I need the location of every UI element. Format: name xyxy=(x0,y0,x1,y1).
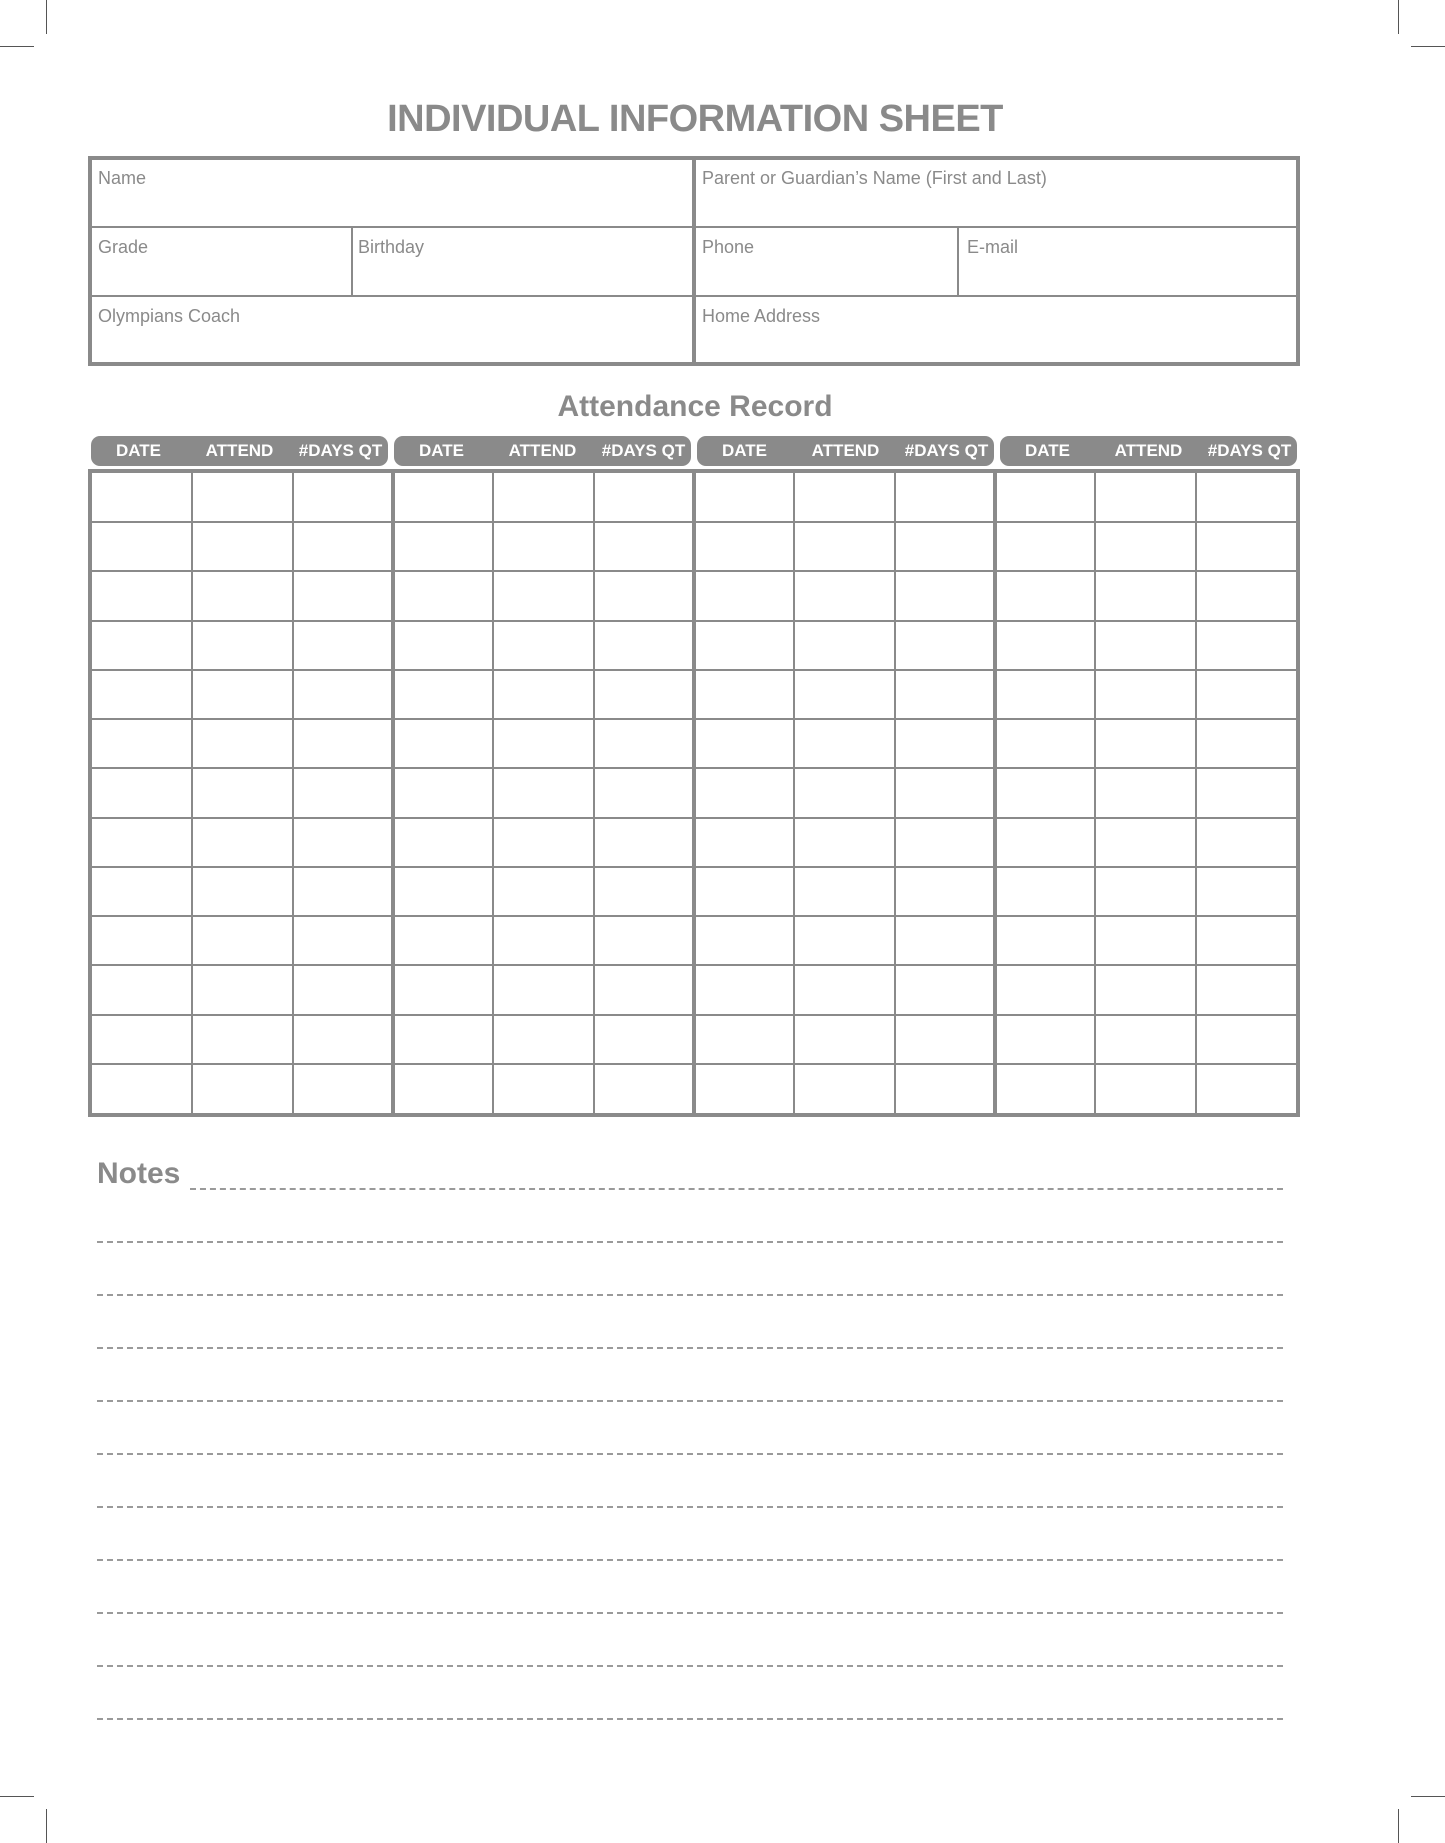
attendance-cell[interactable] xyxy=(794,571,894,620)
attendance-cell[interactable] xyxy=(293,621,393,670)
attendance-cell[interactable] xyxy=(293,571,393,620)
attendance-cell[interactable] xyxy=(92,916,192,965)
attendance-cell[interactable] xyxy=(694,1064,794,1113)
attendance-cell[interactable] xyxy=(493,818,593,867)
attendance-cell[interactable] xyxy=(995,768,1095,817)
attendance-cell[interactable] xyxy=(92,1064,192,1113)
attendance-cell[interactable] xyxy=(794,1064,894,1113)
attendance-cell[interactable] xyxy=(92,571,192,620)
column-header: DATE xyxy=(115,441,161,460)
attendance-cell[interactable] xyxy=(393,522,493,571)
attendance-cell[interactable] xyxy=(293,965,393,1014)
column-header: DATE xyxy=(418,441,464,460)
attendance-cell[interactable] xyxy=(694,965,794,1014)
attendance-cell[interactable] xyxy=(995,818,1095,867)
attendance-cell[interactable] xyxy=(694,768,794,817)
attendance-cell[interactable] xyxy=(1095,522,1195,571)
attendance-cell[interactable] xyxy=(192,867,292,916)
notes-line[interactable] xyxy=(97,1665,1283,1667)
attendance-cell[interactable] xyxy=(594,867,694,916)
attendance-cell[interactable] xyxy=(92,473,192,522)
attendance-cell[interactable] xyxy=(895,867,995,916)
attendance-cell[interactable] xyxy=(995,1015,1095,1064)
attendance-cell[interactable] xyxy=(1095,965,1195,1014)
attendance-cell[interactable] xyxy=(493,571,593,620)
column-header: #DAYS QT xyxy=(904,441,989,460)
attendance-cell[interactable] xyxy=(493,621,593,670)
attendance-cell[interactable] xyxy=(393,916,493,965)
attendance-cell[interactable] xyxy=(895,670,995,719)
attendance-cell[interactable] xyxy=(92,522,192,571)
attendance-cell[interactable] xyxy=(895,965,995,1014)
divider xyxy=(351,227,353,297)
attendance-cell[interactable] xyxy=(995,571,1095,620)
attendance-cell[interactable] xyxy=(92,719,192,768)
attendance-cell[interactable] xyxy=(1196,522,1296,571)
attendance-cell[interactable] xyxy=(493,916,593,965)
column-header: DATE xyxy=(1024,441,1070,460)
attendance-cell[interactable] xyxy=(1196,571,1296,620)
attendance-cell[interactable] xyxy=(293,1064,393,1113)
attendance-cell[interactable] xyxy=(493,867,593,916)
notes-line[interactable] xyxy=(97,1718,1283,1720)
attendance-cell[interactable] xyxy=(192,719,292,768)
attendance-cell[interactable] xyxy=(293,670,393,719)
attendance-cell[interactable] xyxy=(1196,719,1296,768)
attendance-cell[interactable] xyxy=(1095,867,1195,916)
attendance-cell[interactable] xyxy=(995,867,1095,916)
attendance-cell[interactable] xyxy=(493,1064,593,1113)
crop-mark xyxy=(0,1796,34,1797)
attendance-cell[interactable] xyxy=(493,965,593,1014)
attendance-cell[interactable] xyxy=(1196,867,1296,916)
attendance-cell[interactable] xyxy=(694,621,794,670)
notes-line[interactable] xyxy=(190,1188,1283,1190)
attendance-cell[interactable] xyxy=(1196,768,1296,817)
attendance-cell[interactable] xyxy=(794,965,894,1014)
attendance-cell[interactable] xyxy=(493,522,593,571)
attendance-cell[interactable] xyxy=(594,522,694,571)
attendance-cell[interactable] xyxy=(192,621,292,670)
attendance-cell[interactable] xyxy=(1196,916,1296,965)
attendance-cell[interactable] xyxy=(895,621,995,670)
header-group xyxy=(697,436,994,466)
crop-mark xyxy=(0,46,34,47)
attendance-cell[interactable] xyxy=(92,818,192,867)
attendance-cell[interactable] xyxy=(694,867,794,916)
attendance-cell[interactable] xyxy=(293,473,393,522)
attendance-cell[interactable] xyxy=(192,522,292,571)
divider xyxy=(957,227,959,297)
attendance-cell[interactable] xyxy=(493,719,593,768)
attendance-cell[interactable] xyxy=(393,1015,493,1064)
crop-mark xyxy=(1411,46,1445,47)
attendance-cell[interactable] xyxy=(594,719,694,768)
notes-line[interactable] xyxy=(97,1506,1283,1508)
attendance-cell[interactable] xyxy=(1196,965,1296,1014)
attendance-grid xyxy=(88,469,1300,1117)
coach-field[interactable]: Olympians Coach xyxy=(98,306,241,326)
attendance-cell[interactable] xyxy=(293,719,393,768)
attendance-cell[interactable] xyxy=(192,965,292,1014)
attendance-cell[interactable] xyxy=(393,768,493,817)
attendance-cell[interactable] xyxy=(995,621,1095,670)
attendance-cell[interactable] xyxy=(1095,719,1195,768)
attendance-cell[interactable] xyxy=(1196,670,1296,719)
attendance-cell[interactable] xyxy=(794,1015,894,1064)
attendance-cell[interactable] xyxy=(694,916,794,965)
attendance-cell[interactable] xyxy=(594,670,694,719)
attendance-cell[interactable] xyxy=(594,965,694,1014)
phone-field[interactable]: Phone xyxy=(702,237,755,257)
crop-mark xyxy=(46,0,47,34)
attendance-cell[interactable] xyxy=(92,670,192,719)
attendance-cell[interactable] xyxy=(995,916,1095,965)
attendance-title: Attendance Record xyxy=(557,390,833,423)
attendance-cell[interactable] xyxy=(1095,621,1195,670)
attendance-cell[interactable] xyxy=(594,621,694,670)
attendance-cell[interactable] xyxy=(92,768,192,817)
attendance-cell[interactable] xyxy=(1196,818,1296,867)
attendance-cell[interactable] xyxy=(895,818,995,867)
info-form xyxy=(88,156,1300,366)
attendance-cell[interactable] xyxy=(895,571,995,620)
attendance-cell[interactable] xyxy=(1095,571,1195,620)
column-header: ATTEND xyxy=(811,441,880,460)
attendance-cell[interactable] xyxy=(794,818,894,867)
header-group xyxy=(91,436,388,466)
header-group xyxy=(394,436,691,466)
attendance-cell[interactable] xyxy=(594,768,694,817)
attendance-cell[interactable] xyxy=(895,768,995,817)
attendance-cell[interactable] xyxy=(594,473,694,522)
attendance-cell[interactable] xyxy=(1196,621,1296,670)
attendance-cell[interactable] xyxy=(694,473,794,522)
header-group xyxy=(1000,436,1297,466)
column-header: ATTEND xyxy=(508,441,577,460)
crop-mark xyxy=(46,1809,47,1843)
notes-line[interactable] xyxy=(97,1347,1283,1349)
page-title: INDIVIDUAL INFORMATION SHEET xyxy=(387,98,1003,140)
crop-mark xyxy=(1411,1796,1445,1797)
attendance-cell[interactable] xyxy=(1196,1015,1296,1064)
attendance-cell[interactable] xyxy=(393,1064,493,1113)
name-field[interactable]: Name xyxy=(98,168,147,188)
attendance-cell[interactable] xyxy=(293,1015,393,1064)
notes-line[interactable] xyxy=(97,1453,1283,1455)
attendance-cell[interactable] xyxy=(393,571,493,620)
attendance-cell[interactable] xyxy=(192,473,292,522)
attendance-cell[interactable] xyxy=(393,670,493,719)
attendance-cell[interactable] xyxy=(895,522,995,571)
column-header: #DAYS QT xyxy=(298,441,383,460)
attendance-cell[interactable] xyxy=(594,571,694,620)
attendance-cell[interactable] xyxy=(192,916,292,965)
attendance-cell[interactable] xyxy=(794,867,894,916)
attendance-cell[interactable] xyxy=(293,522,393,571)
notes-line[interactable] xyxy=(97,1612,1283,1614)
attendance-cell[interactable] xyxy=(794,522,894,571)
attendance-cell[interactable] xyxy=(192,571,292,620)
attendance-cell[interactable] xyxy=(1095,670,1195,719)
crop-mark xyxy=(1398,1809,1399,1843)
attendance-cell[interactable] xyxy=(594,1015,694,1064)
birthday-field[interactable]: Birthday xyxy=(358,237,425,257)
attendance-cell[interactable] xyxy=(594,1064,694,1113)
attendance-cell[interactable] xyxy=(995,965,1095,1014)
attendance-cell[interactable] xyxy=(895,1064,995,1113)
attendance-cell[interactable] xyxy=(995,719,1095,768)
attendance-cell[interactable] xyxy=(493,670,593,719)
attendance-cell[interactable] xyxy=(995,670,1095,719)
attendance-cell[interactable] xyxy=(1095,473,1195,522)
attendance-cell[interactable] xyxy=(293,916,393,965)
attendance-cell[interactable] xyxy=(694,818,794,867)
attendance-cell[interactable] xyxy=(1196,1064,1296,1113)
column-header: ATTEND xyxy=(1114,441,1183,460)
attendance-cell[interactable] xyxy=(995,473,1095,522)
email-field[interactable]: E-mail xyxy=(967,237,1019,257)
attendance-cell[interactable] xyxy=(895,1015,995,1064)
column-header: #DAYS QT xyxy=(1207,441,1292,460)
attendance-cell[interactable] xyxy=(794,621,894,670)
attendance-cell[interactable] xyxy=(694,522,794,571)
attendance-cell[interactable] xyxy=(92,621,192,670)
attendance-cell[interactable] xyxy=(493,1015,593,1064)
parent-name-field[interactable]: Parent or Guardian’s Name (First and Last) xyxy=(702,168,1047,188)
attendance-cell[interactable] xyxy=(995,1064,1095,1113)
attendance-cell[interactable] xyxy=(293,818,393,867)
attendance-cell[interactable] xyxy=(1095,768,1195,817)
attendance-cell[interactable] xyxy=(92,867,192,916)
address-field[interactable]: Home Address xyxy=(702,306,821,326)
attendance-cell[interactable] xyxy=(393,965,493,1014)
attendance-cell[interactable] xyxy=(393,621,493,670)
attendance-cell[interactable] xyxy=(694,670,794,719)
attendance-cell[interactable] xyxy=(192,670,292,719)
notes-line[interactable] xyxy=(97,1400,1283,1402)
attendance-cell[interactable] xyxy=(1196,473,1296,522)
notes-line[interactable] xyxy=(97,1559,1283,1561)
divider xyxy=(692,160,696,362)
attendance-cell[interactable] xyxy=(995,522,1095,571)
attendance-cell[interactable] xyxy=(895,473,995,522)
attendance-cell[interactable] xyxy=(895,719,995,768)
attendance-cell[interactable] xyxy=(895,916,995,965)
attendance-cell[interactable] xyxy=(92,965,192,1014)
attendance-cell[interactable] xyxy=(192,1015,292,1064)
attendance-cell[interactable] xyxy=(1095,1015,1195,1064)
column-header: ATTEND xyxy=(205,441,274,460)
attendance-cell[interactable] xyxy=(393,719,493,768)
notes-line[interactable] xyxy=(97,1241,1283,1243)
attendance-cell[interactable] xyxy=(493,768,593,817)
attendance-cell[interactable] xyxy=(794,768,894,817)
column-header: #DAYS QT xyxy=(601,441,686,460)
attendance-cell[interactable] xyxy=(1095,818,1195,867)
attendance-cell[interactable] xyxy=(694,1015,794,1064)
attendance-cell[interactable] xyxy=(192,768,292,817)
attendance-cell[interactable] xyxy=(594,916,694,965)
attendance-cell[interactable] xyxy=(393,818,493,867)
attendance-cell[interactable] xyxy=(794,916,894,965)
notes-line[interactable] xyxy=(97,1294,1283,1296)
crop-mark xyxy=(1398,0,1399,34)
attendance-cell[interactable] xyxy=(794,719,894,768)
attendance-cell[interactable] xyxy=(92,1015,192,1064)
attendance-cell[interactable] xyxy=(293,768,393,817)
column-header: DATE xyxy=(721,441,767,460)
grade-field[interactable]: Grade xyxy=(98,237,149,257)
attendance-cell[interactable] xyxy=(794,473,894,522)
attendance-cell[interactable] xyxy=(794,670,894,719)
attendance-cell[interactable] xyxy=(293,867,393,916)
attendance-cell[interactable] xyxy=(1095,1064,1195,1113)
attendance-cell[interactable] xyxy=(192,818,292,867)
attendance-cell[interactable] xyxy=(694,719,794,768)
attendance-cell[interactable] xyxy=(393,867,493,916)
attendance-cell[interactable] xyxy=(694,571,794,620)
attendance-cell[interactable] xyxy=(393,473,493,522)
attendance-cell[interactable] xyxy=(1095,916,1195,965)
attendance-cell[interactable] xyxy=(493,473,593,522)
notes-label: Notes xyxy=(97,1157,181,1190)
attendance-cell[interactable] xyxy=(594,818,694,867)
attendance-cell[interactable] xyxy=(192,1064,292,1113)
